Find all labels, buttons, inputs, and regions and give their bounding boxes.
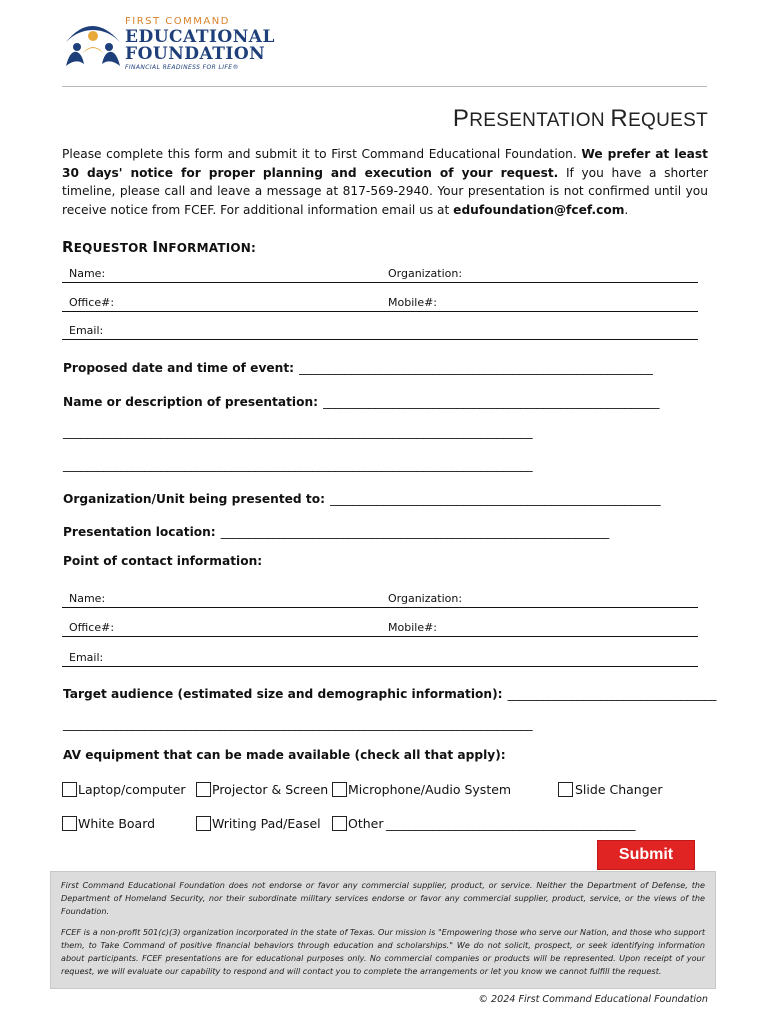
projector-label: Projector & Screen [212,782,329,797]
page-title [453,105,708,133]
requestor-email-label: Email: [69,324,104,337]
requestor-name-field[interactable] [62,282,698,283]
poc-email-label: Email: [69,651,104,664]
av-question: AV equipment that can be made available (check all that apply): [63,748,506,762]
poc-name-field[interactable] [62,607,698,608]
org-unit-field[interactable]: _________________________________________________________ [330,492,661,506]
audience-field-line-2[interactable]: _________________________________________________________________________________ [63,717,533,731]
title-rest-presentation: RESENTATION [469,110,611,131]
description-field[interactable]: __________________________________________________________ [323,395,660,409]
other-field[interactable]: ___________________________________________ [386,817,636,831]
date-field[interactable]: _____________________________________________________________ [299,361,653,375]
description-row [63,391,659,410]
logo-line-first-command: FIRST COMMAND [125,16,230,27]
intro-text-3: . [624,202,629,217]
date-question: Proposed date and time of event: [63,361,295,375]
intro-text-2: If you have a shorter timeline, please call and leave a message at 817-569-2940. Your presentation is not confirmed until you receive notice from FCEF. For additional information email us at [62,165,708,217]
intro-email: edufoundation@fcef.com [453,202,625,217]
location-row [63,521,609,540]
sec-initial-i: I [152,238,159,256]
poc-org-label: Organization: [388,592,463,605]
slide-changer-label: Slide Changer [575,782,663,797]
whiteboard-label: White Board [78,816,156,831]
requestor-office-label: Office#: [69,296,115,309]
foundation-logo-icon [62,14,124,70]
location-field[interactable]: ___________________________________________________________________ [220,525,609,539]
disclaimer-mission: FCEF is a non-profit 501(c)(3) organization incorporated in the state of Texas. Our mission is "Empowering those who serve our Nation, and those who support them, to Take Command of positive financial behaviors through education and scholarships." We do not solicit, prospect, or seek identifying information about participants. FCEF presentations are for educational purposes only. No commercial companies or products will be represented. Upon receipt of your request, we will evaluate our capability to respond and will contact you to complete the arrangements or let you know we cannot fulfill the request. [61,927,705,976]
poc-name-label: Name: [69,592,106,605]
laptop-checkbox[interactable] [62,782,77,797]
disclaimer-endorsement: First Command Educational Foundation does not endorse or favor any commercial supplier, product, or service. Neither the Department of Defense, the Department of Homeland Security, nor their subordinate military services endorse or favor any commercial supplier, product, service, or the views of the Foundation. [61,880,705,916]
header-divider [62,86,707,87]
description-field-line-2[interactable]: _________________________________________________________________________________ [63,425,533,439]
intro-paragraph [62,145,708,219]
requestor-email-field[interactable] [62,339,698,340]
intro-bold-notice: We prefer at least 30 days' notice for proper planning and execution of your request. [62,147,708,180]
description-field-line-3[interactable]: _________________________________________________________________________________ [63,458,533,472]
description-question: Name or description of presentation: [63,395,319,409]
logo-line-foundation: FOUNDATION [125,44,266,64]
audience-question: Target audience (estimated size and demographic information): [63,687,503,701]
projector-checkbox[interactable] [196,782,211,797]
microphone-checkbox[interactable] [332,782,347,797]
title-initial-r: R [610,105,629,132]
copyright-footer: © 2024 First Command Educational Foundation [478,994,708,1005]
intro-text-1: Please complete this form and submit it to First Command Educational Foundation. [62,147,582,161]
date-row [63,357,653,376]
requestor-section-title [62,238,256,256]
other-label: Other [348,816,384,831]
poc-question: Point of contact information: [63,554,263,568]
poc-phone-field[interactable] [62,636,698,637]
org-unit-row [63,488,660,507]
requestor-name-label: Name: [69,267,106,280]
slide-changer-checkbox[interactable] [558,782,573,797]
other-checkbox[interactable] [332,816,347,831]
submit-button[interactable]: Submit [597,840,695,870]
logo-tagline: FINANCIAL READINESS FOR LIFE® [125,64,239,71]
audience-row [63,683,716,702]
laptop-label: Laptop/computer [78,782,186,797]
disclaimer-box [50,871,716,989]
writing-pad-label: Writing Pad/Easel [212,816,321,831]
location-question: Presentation location: [63,525,216,539]
sec-rest-information: NFORMATION: [158,241,257,255]
logo-line-educational: EDUCATIONAL [125,27,275,47]
requestor-mobile-label: Mobile#: [388,296,438,309]
poc-office-label: Office#: [69,621,115,634]
poc-email-field[interactable] [62,666,698,667]
title-rest-request: EQUEST [628,110,708,131]
whiteboard-checkbox[interactable] [62,816,77,831]
sec-initial-r: R [62,238,74,256]
title-initial-p: P [452,105,470,132]
poc-mobile-label: Mobile#: [388,621,438,634]
writing-pad-checkbox[interactable] [196,816,211,831]
audience-field[interactable]: ____________________________________ [507,687,717,701]
requestor-phone-field[interactable] [62,311,698,312]
sec-rest-requestor: EQUESTOR [73,241,153,255]
org-unit-question: Organization/Unit being presented to: [63,492,325,506]
microphone-label: Microphone/Audio System [348,782,512,797]
requestor-org-label: Organization: [388,267,463,280]
